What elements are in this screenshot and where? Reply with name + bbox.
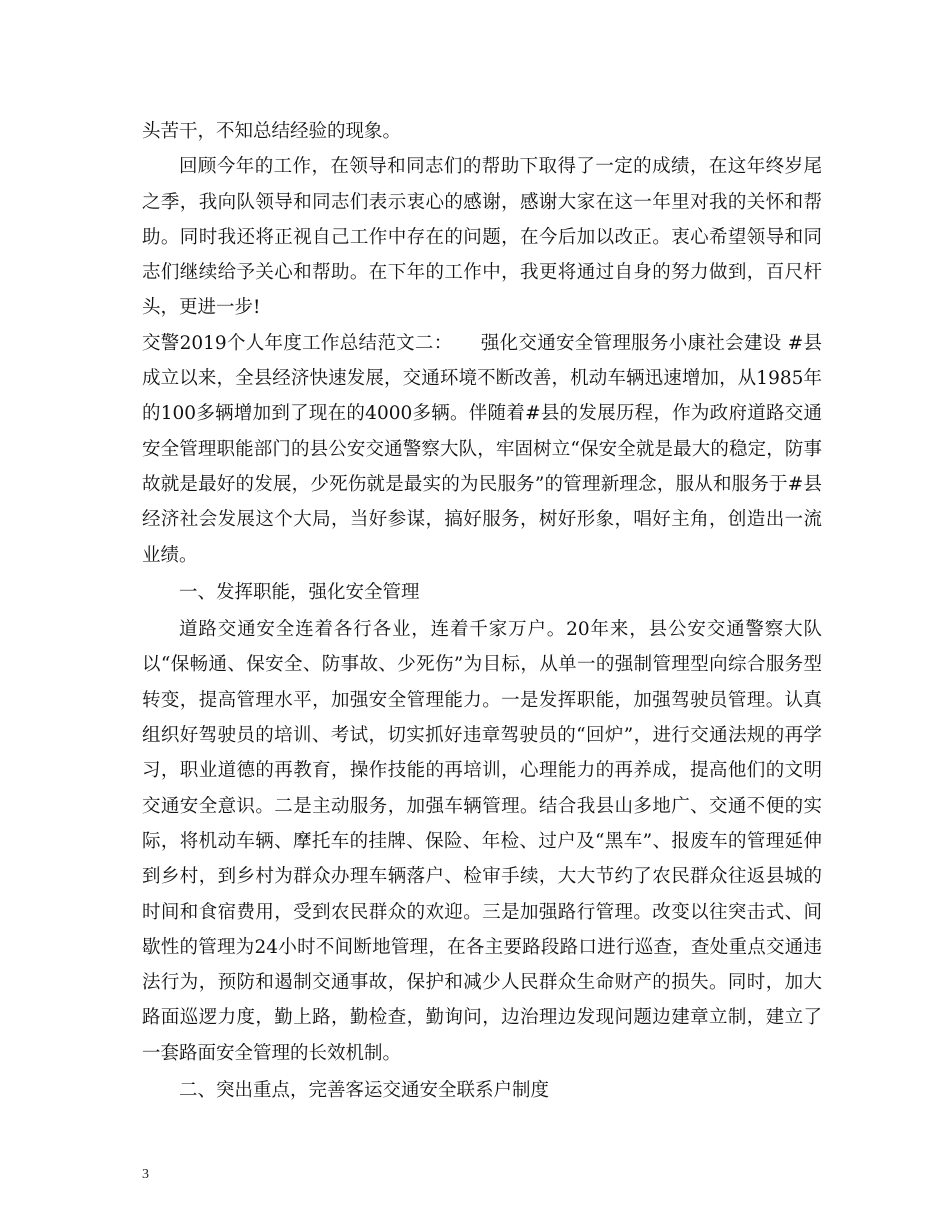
page-number: 3 (142, 1167, 149, 1182)
paragraph-sample-two-intro: 交警2019个人年度工作总结范文二： 强化交通安全管理服务小康社会建设 #县成立以来，全县经济快速发展，交通环境不断改善，机动车辆迅速增加，从1985年的100多辆增加到了现在的4000多辆。伴随着#县的发展历程，作为政府道路交通安全管理职能部门的县公安交通警察大队，牢固树立“保安全就是最大的稳定，防事故就是最好的发展，少死伤就是最实的为民服务”的管理新理念，服从和服务于#县经济社会发展这个大局，当好参谋，搞好服务，树好形象，唱好主角，创造出一流业绩。 (142, 332, 822, 566)
document-body (142, 114, 822, 1108)
paragraph-continuation: 头苦干，不知总结经验的现象。 (142, 121, 402, 142)
section-1-body: 道路交通安全连着各行各业，连着千家万户。20年来，县公安交通警察大队以“保畅通、保安全、防事故、少死伤”为目标，从单一的强制管理型向综合服务型转变，提高管理水平，加强安全管理能力。一是发挥职能，加强驾驶员管理。认真组织好驾驶员的培训、考试，切实抓好违章驾驶员的“回炉”，进行交通法规的再学习，职业道德的再教育，操作技能的再培训，心理能力的再养成，提高他们的文明交通安全意识。二是主动服务，加强车辆管理。结合我县山多地广、交通不便的实际，将机动车辆、摩托车的挂牌、保险、年检、过户及“黑车”、报废车的管理延伸到乡村，到乡村为群众办理车辆落户、检审手续，大大节约了农民群众往返县城的时间和食宿费用，受到农民群众的欢迎。三是加强路行管理。改变以往突击式、间歇性的管理为24小时不间断地管理，在各主要路段路口进行巡查，查处重点交通违法行为，预防和遏制交通事故，保护和减少人民群众生命财产的损失。同时，加大路面巡逻力度，勤上路，勤检查，勤询问，边治理边发现问题边建章立制，建立了一套路面安全管理的长效机制。 (142, 619, 822, 1064)
paragraph-review: 回顾今年的工作，在领导和同志们的帮助下取得了一定的成绩，在这年终岁尾之季，我向队领导和同志们表示衷心的感谢，感谢大家在这一年里对我的关怀和帮助。同时我还将正视自己工作中存在的问题，在今后加以改正。衷心希望领导和同志们继续给予关心和帮助。在下年的工作中，我更将通过自身的努力做到，百尺杆头，更进一步! (142, 156, 822, 319)
section-heading-2: 二、突出重点，完善客运交通安全联系户制度 (179, 1080, 550, 1102)
section-heading-1: 一、发挥职能，强化安全管理 (179, 581, 420, 603)
